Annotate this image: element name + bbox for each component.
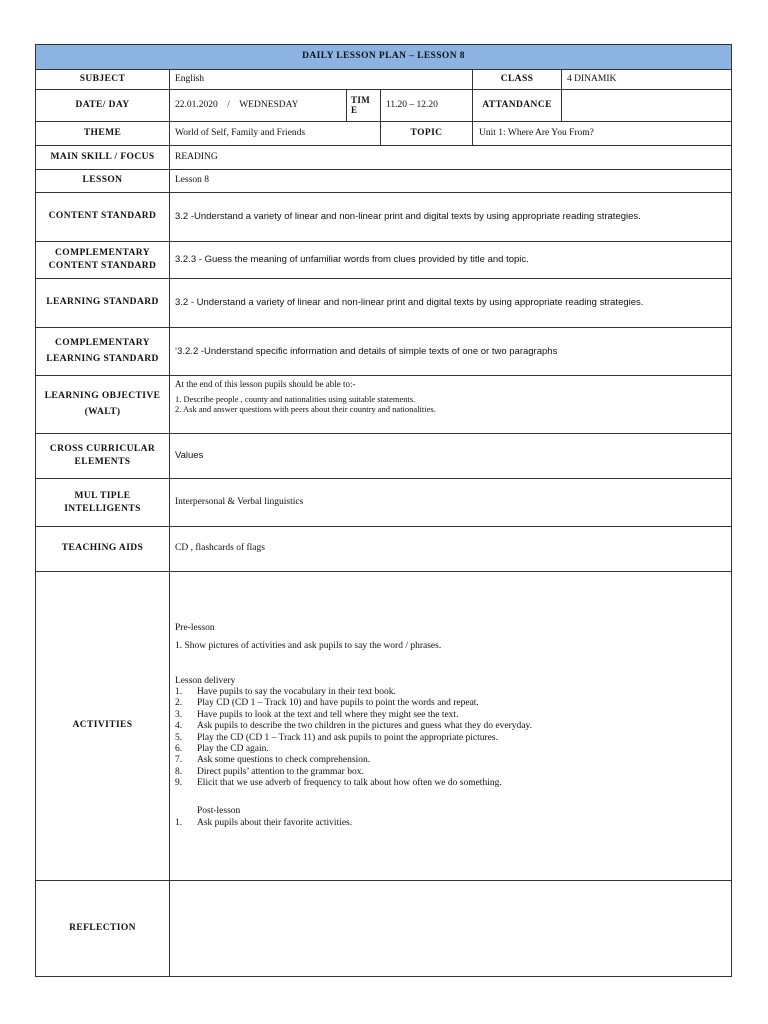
subject-label: SUBJECT [36, 70, 170, 90]
cross-curricular-label: CROSS CURRICULAR ELEMENTS [36, 434, 170, 479]
list-item: 6. Play the CD again. [175, 743, 269, 754]
list-item: 4. Ask pupils to describe the two children in the pictures and guess what they do everyday. [175, 721, 532, 732]
content-standard-label: CONTENT STANDARD [36, 193, 170, 242]
multiple-intelligents-value: Interpersonal & Verbal linguistics [170, 479, 732, 527]
attendance-label: ATTANDANCE [473, 90, 562, 122]
time-label: TIM E [347, 90, 381, 122]
list-item: 8. Direct pupils’ attention to the grammar box. [175, 766, 364, 777]
complementary-content-standard-label: COMPLEMENTARY CONTENT STANDARD [36, 242, 170, 279]
list-item: 2. Play CD (CD 1 – Track 10) and have pupils to point the words and repeat. [175, 698, 479, 709]
learning-standard-label: LEARNING STANDARD [36, 279, 170, 328]
content-standard-value: 3.2 -Understand a variety of linear and non-linear print and digital texts by using appropriate reading strategies. [170, 193, 732, 242]
complementary-learning-standard-value: ‘3.2.2 -Understand specific information and details of simple texts of one or two paragraphs [170, 328, 732, 376]
objective-item: 2. Ask and answer questions with peers about their country and nationalities. [175, 403, 436, 414]
main-skill-value: READING [170, 146, 732, 170]
plan-title: DAILY LESSON PLAN – LESSON 8 [36, 45, 732, 70]
learning-objective-value [170, 376, 732, 434]
class-value: 4 DINAMIK [562, 70, 732, 90]
learning-objective-label: LEARNING OBJECTIVE (WALT) [36, 376, 170, 434]
teaching-aids-value: CD , flashcards of flags [170, 527, 732, 572]
activities-content [170, 572, 732, 881]
cross-curricular-value: Values [170, 434, 732, 479]
topic-label: TOPIC [381, 122, 473, 146]
lesson-value: Lesson 8 [170, 170, 732, 193]
complementary-learning-standard-label: COMPLEMENTARY LEARNING STANDARD [36, 328, 170, 376]
theme-value: World of Self, Family and Friends [170, 122, 381, 146]
learning-standard-value: 3.2 - Understand a variety of linear and non-linear print and digital texts by using appropriate reading strategies. [170, 279, 732, 328]
list-item: 5. Play the CD (CD 1 – Track 11) and ask pupils to point the appropriate pictures. [175, 732, 498, 743]
class-label: CLASS [473, 70, 562, 90]
main-skill-label: MAIN SKILL / FOCUS [36, 146, 170, 170]
time-value: 11.20 – 12.20 [381, 90, 473, 122]
topic-value: Unit 1: Where Are You From? [473, 122, 732, 146]
reflection-label: REFLECTION [36, 881, 170, 977]
list-item: 3. Have pupils to look at the text and tell where they might see the text. [175, 709, 459, 720]
list-item: 1. Ask pupils about their favorite activities. [175, 817, 353, 828]
date-value: 22.01.2020 / WEDNESDAY [170, 90, 347, 122]
list-item: 9. Elicit that we use adverb of frequency to talk about how often we do something. [175, 778, 502, 789]
pre-lesson-item: 1. Show pictures of activities and ask pupils to say the word / phrases. [175, 641, 442, 652]
date-label: DATE/ DAY [36, 90, 170, 122]
post-lesson-list [175, 818, 726, 829]
list-item: 1. Have pupils to say the vocabulary in their text book. [175, 686, 396, 697]
activities-label: ACTIVITIES [36, 572, 170, 881]
subject-value: English [170, 70, 473, 90]
lesson-label: LESSON [36, 170, 170, 193]
teaching-aids-label: TEACHING AIDS [36, 527, 170, 572]
lesson-delivery-heading: Lesson delivery [175, 675, 236, 686]
pre-lesson-heading: Pre-lesson [175, 622, 215, 633]
learning-objective-intro: At the end of this lesson pupils should be able to:- [175, 379, 356, 389]
lesson-delivery-list [175, 687, 726, 790]
objective-item: 1. Describe people , county and nationalities using suitable statements. [175, 393, 416, 404]
attendance-value[interactable] [562, 90, 732, 122]
theme-label: THEME [36, 122, 170, 146]
complementary-content-standard-value: 3.2.3 - Guess the meaning of unfamiliar words from clues provided by title and topic. [170, 242, 732, 279]
post-lesson-heading: Post-lesson [197, 806, 241, 817]
lesson-plan-table [35, 44, 732, 977]
reflection-value[interactable] [170, 881, 732, 977]
multiple-intelligents-label: MUL TIPLE INTELLIGENTS [36, 479, 170, 527]
list-item: 7. Ask some questions to check comprehension. [175, 755, 371, 766]
